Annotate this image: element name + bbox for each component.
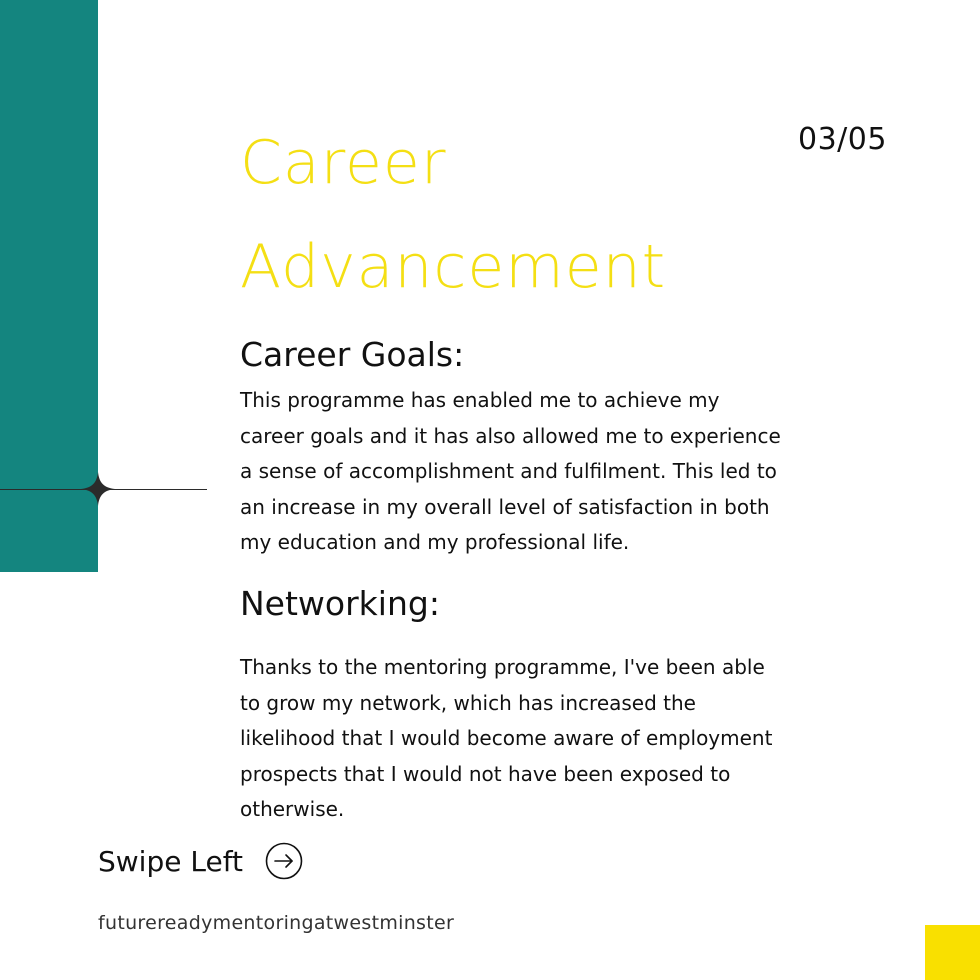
- page-title-line-1: Career: [240, 128, 447, 198]
- page-counter: 03/05: [798, 122, 887, 157]
- page-title-line-2: Advancement: [240, 232, 667, 302]
- swipe-left-control[interactable]: [98, 842, 303, 880]
- swipe-label: Swipe Left: [98, 844, 244, 878]
- section-heading-networking: Networking:: [240, 584, 440, 623]
- arrow-right-circle-icon[interactable]: [265, 842, 303, 880]
- section-body-networking: Thanks to the mentoring programme, I've been able to grow my network, which has increased the likelihood that I would become aware of employment prospects that I would not have been exposed to otherwise.: [240, 655, 773, 821]
- section-heading-career-goals: Career Goals:: [240, 335, 465, 374]
- yellow-corner-square: [925, 925, 980, 980]
- four-point-star-icon: [81, 472, 115, 506]
- section-body-career-goals: This programme has enabled me to achieve my career goals and it has also allowed me to experience a sense of accomplishment and fulfilment. This led to an increase in my overall level of satisfaction in both my education and my professional life.: [240, 388, 781, 554]
- account-handle: futurereadymentoringatwestminster: [98, 912, 455, 934]
